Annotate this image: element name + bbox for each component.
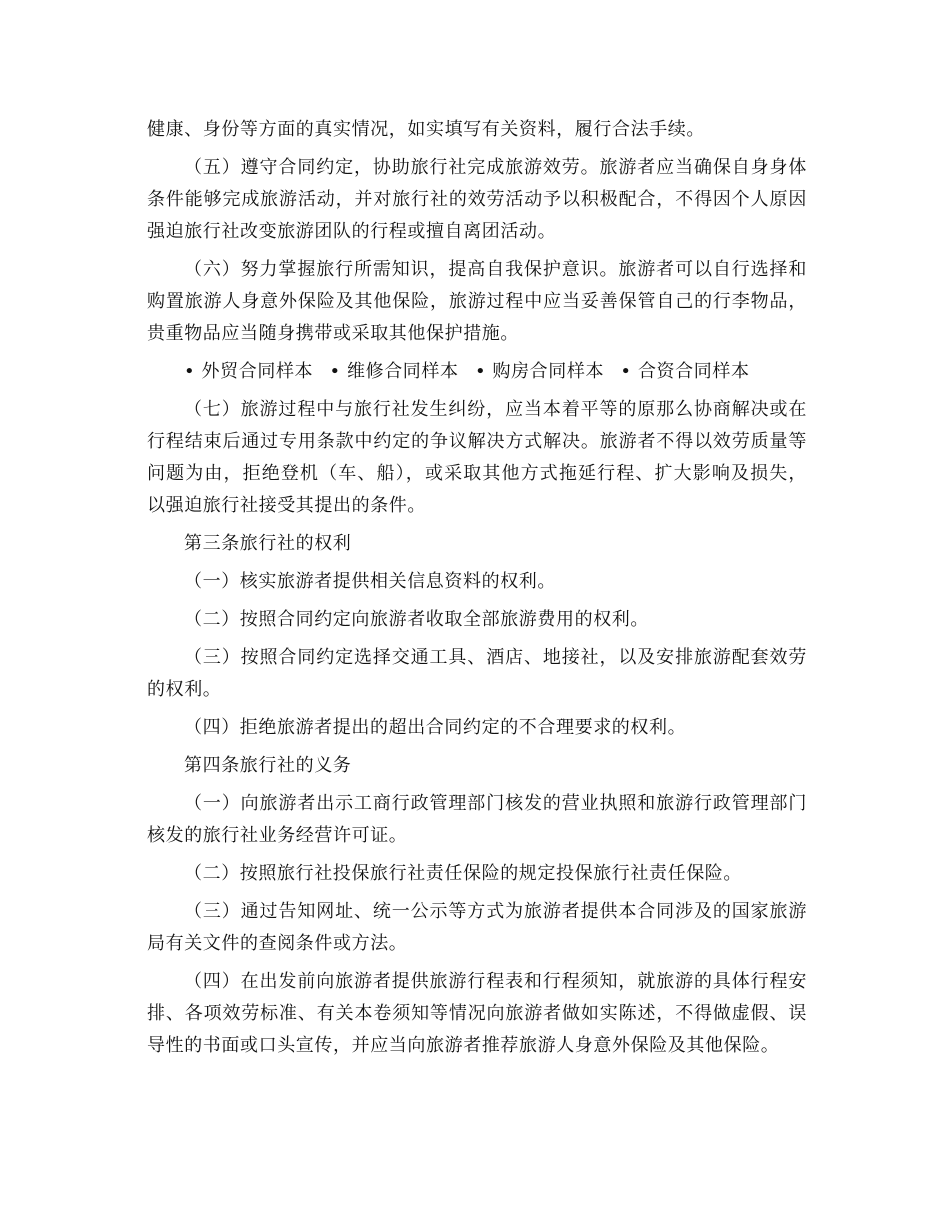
link-repair-contract[interactable]: • 维修合同样本 bbox=[329, 361, 459, 382]
paragraph-duty-1: （一）向旅游者出示工商行政管理部门核发的营业执照和旅游行政管理部门核发的旅行社业务经营许可证。 bbox=[147, 793, 807, 846]
link-joint-venture-contract[interactable]: • 合资合同样本 bbox=[620, 361, 750, 382]
paragraph-item-5: （五）遵守合同约定，协助旅行社完成旅游效劳。旅游者应当确保自身身体条件能够完成旅游活动，并对旅行社的效劳活动予以积极配合，不得因个人原因强迫旅行社改变旅游团队的行程或擅自离团活动。 bbox=[147, 157, 807, 242]
paragraph-right-4: （四）拒绝旅游者提出的超出合同约定的不合理要求的权利。 bbox=[184, 717, 687, 738]
paragraph-duty-4: （四）在出发前向旅游者提供旅游行程表和行程须知，就旅游的具体行程安排、各项效劳标准、有关本卷须知等情况向旅游者做如实陈述，不得做虚假、误导性的书面或口头宣传，并应当向旅游者推荐旅游人身意外保险及其他保险。 bbox=[147, 971, 807, 1056]
paragraph-item-6: （六）努力掌握旅行所需知识，提高自我保护意识。旅游者可以自行选择和购置旅游人身意外保险及其他保险，旅游过程中应当妥善保管自己的行李物品，贵重物品应当随身携带或采取其他保护措施。 bbox=[147, 259, 807, 344]
link-foreign-trade-contract[interactable]: • 外贸合同样本 bbox=[184, 361, 314, 382]
paragraph-item-7: （七）旅游过程中与旅行社发生纠纷，应当本着平等的原那么协商解决或在行程结束后通过专用条款中约定的争议解决方式解决。旅游者不得以效劳质量等问题为由，拒绝登机（车、船），或采取其他方式拖延行程、扩大影响及损失，以强迫旅行社接受其提出的条件。 bbox=[147, 399, 807, 516]
link-house-purchase-contract[interactable]: • 购房合同样本 bbox=[474, 361, 605, 382]
paragraph-right-3: （三）按照合同约定选择交通工具、酒店、地接社，以及安排旅游配套效劳的权利。 bbox=[147, 647, 807, 700]
document-body bbox=[147, 114, 807, 1068]
related-links bbox=[147, 356, 807, 388]
paragraph-continuation: 健康、身份等方面的真实情况，如实填写有关资料，履行合法手续。 bbox=[147, 119, 705, 140]
paragraph-right-1: （一）核实旅游者提供相关信息资料的权利。 bbox=[184, 571, 556, 592]
paragraph-duty-3: （三）通过告知网址、统一公示等方式为旅游者提供本合同涉及的国家旅游局有关文件的查阅条件或方法。 bbox=[147, 901, 807, 954]
paragraph-right-2: （二）按照合同约定向旅游者收取全部旅游费用的权利。 bbox=[184, 609, 649, 630]
paragraph-duty-2: （二）按照旅行社投保旅行社责任保险的规定投保旅行社责任保险。 bbox=[184, 863, 742, 884]
section-heading-article-3: 第三条旅行社的权利 bbox=[184, 533, 352, 554]
section-heading-article-4: 第四条旅行社的义务 bbox=[184, 755, 352, 776]
